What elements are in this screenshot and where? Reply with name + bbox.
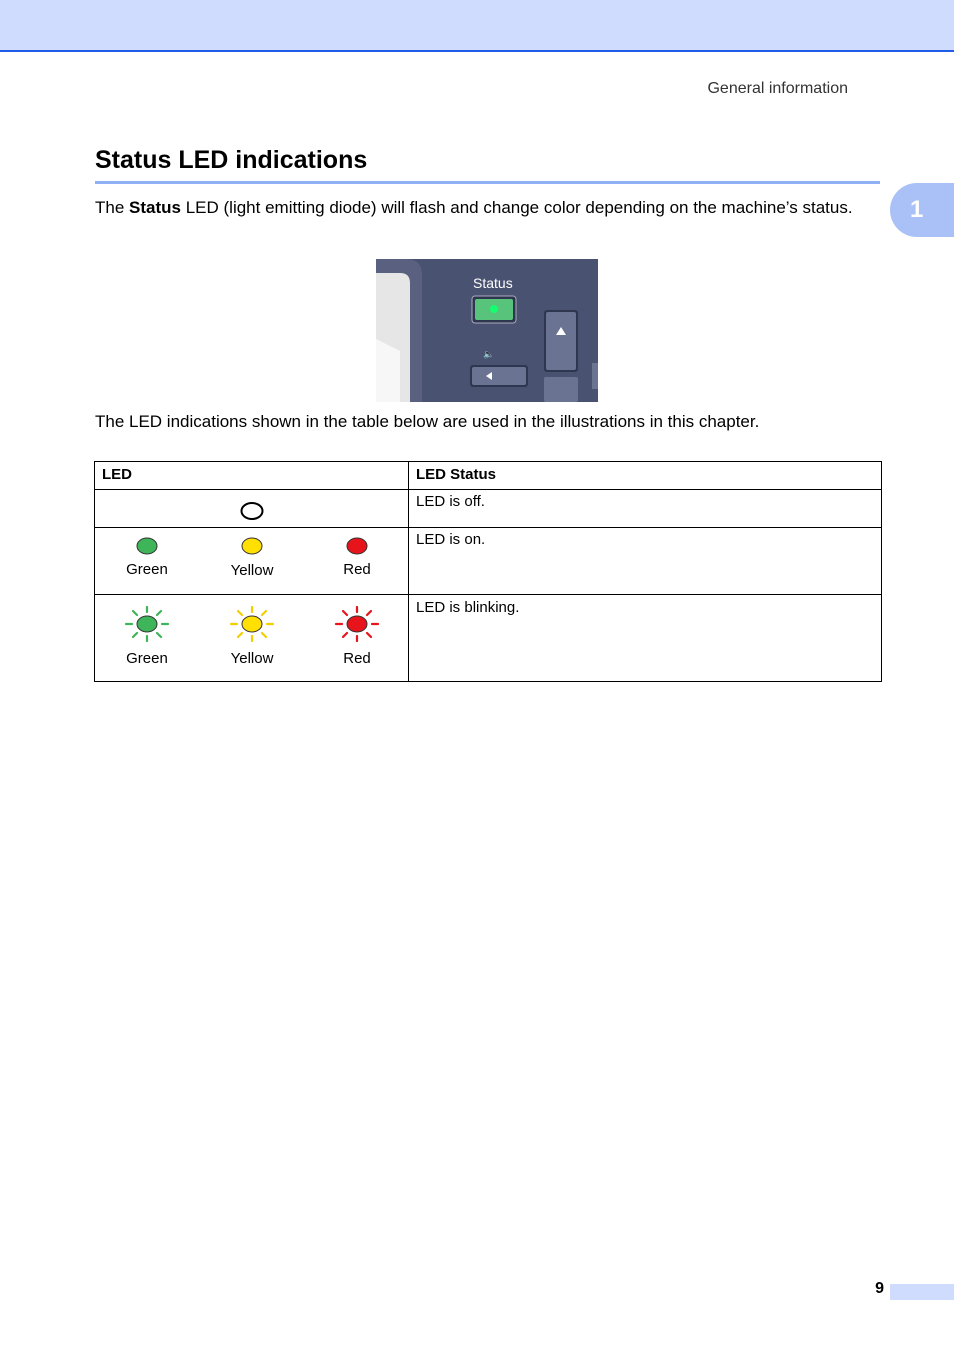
led-off-icon (240, 501, 264, 521)
led-on-green: Green (102, 537, 192, 578)
led-table (94, 461, 882, 682)
led-on-red-icon (345, 537, 369, 557)
led-blink-red-icon (334, 606, 380, 642)
chapter-tab (890, 183, 954, 237)
status-cell: LED is off. (409, 490, 882, 528)
header-led: LED (95, 462, 409, 490)
status-cell: LED is blinking. (409, 595, 882, 682)
section-label: General information (707, 80, 848, 97)
led-cell (95, 528, 409, 595)
led-on-red: Red (312, 537, 402, 578)
table-row (95, 490, 882, 528)
header-led-status: LED Status (409, 462, 882, 490)
led-blink-red: Red (312, 606, 402, 667)
photo-status-label: Status (473, 275, 513, 291)
led-blink-green-icon (124, 606, 170, 642)
led-on-yellow-icon (240, 537, 264, 557)
intro-paragraph: The Status LED (light emitting diode) will flash and change color depending on the machine’s status. (95, 198, 853, 217)
led-on-yellow: Yellow (207, 537, 297, 579)
status-term: Status (129, 198, 181, 217)
table-intro: The LED indications shown in the table below are used in the illustrations in this chapter. (95, 412, 760, 431)
svg-text:🔈: 🔈 (483, 350, 495, 360)
led-blink-green: Green (102, 606, 192, 667)
led-blink-yellow-icon (229, 606, 275, 642)
footer-band (890, 1284, 954, 1300)
page-number: 9 (875, 1280, 884, 1297)
header-band (0, 0, 954, 52)
chapter-number: 1 (910, 196, 924, 223)
table-row (95, 595, 882, 682)
control-panel-photo (376, 259, 598, 402)
led-blink-yellow: Yellow (207, 606, 297, 667)
led-on-green-icon (135, 537, 159, 557)
page-title: Status LED indications (95, 146, 368, 174)
table-row (95, 528, 882, 595)
led-cell (95, 490, 409, 528)
status-cell: LED is on. (409, 528, 882, 595)
led-cell (95, 595, 409, 682)
title-rule (95, 181, 880, 184)
